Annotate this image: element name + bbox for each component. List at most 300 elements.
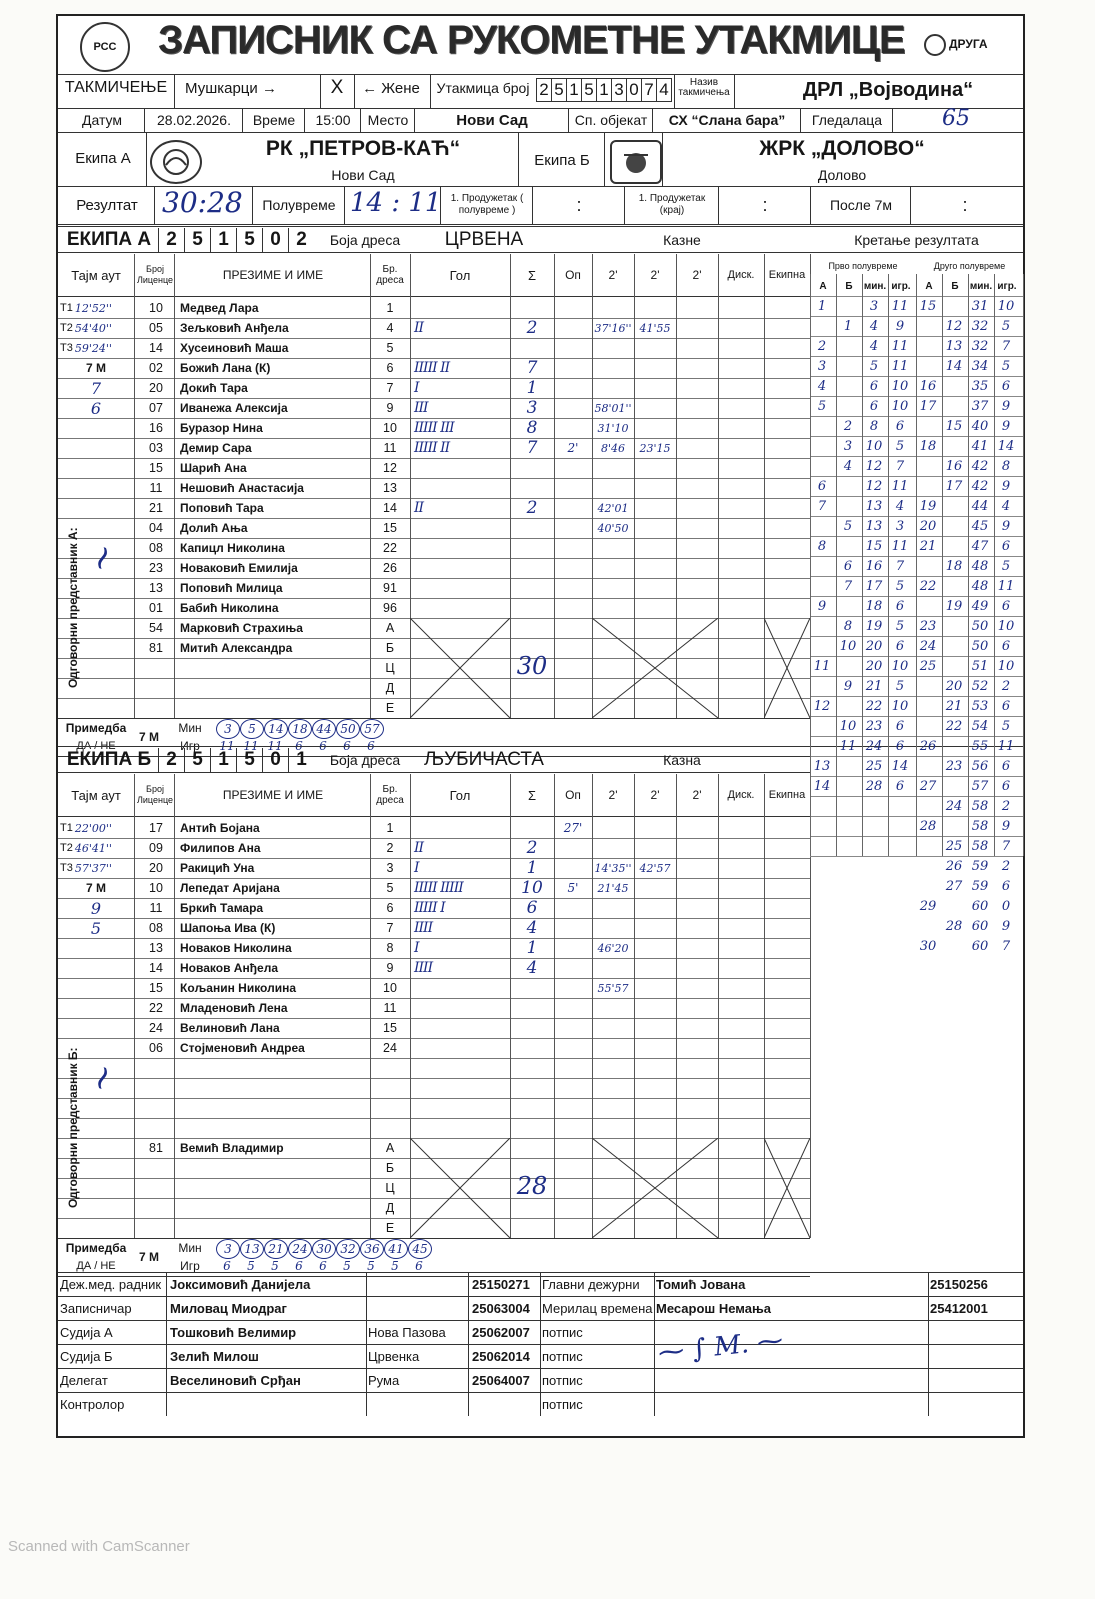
license-no: 11 bbox=[149, 481, 163, 495]
women-mark: X bbox=[330, 77, 344, 98]
halftime-score: 14 : 11 bbox=[350, 188, 442, 218]
license-no: 08 bbox=[149, 921, 163, 935]
player-row bbox=[58, 1038, 1023, 1058]
col-timeout: Тајм аут bbox=[71, 787, 121, 803]
jersey-no: Ц bbox=[385, 1181, 395, 1195]
timeout-row: T1 22'00'' bbox=[60, 821, 112, 835]
seven-m-minute: 36 bbox=[360, 1239, 384, 1259]
jersey-no: 2 bbox=[386, 841, 394, 855]
progress-cell: 12 bbox=[865, 458, 883, 474]
progress-cell: 60 bbox=[971, 938, 989, 954]
license-no bbox=[138, 658, 174, 678]
progress-cell: 30 bbox=[919, 938, 937, 954]
player-name: Иванежа Алексија bbox=[180, 401, 288, 415]
progress-cell: 59 bbox=[971, 858, 989, 874]
col-2min-1: 2' bbox=[608, 788, 618, 802]
jersey-no: Д bbox=[385, 681, 395, 695]
code-digit: 1 bbox=[210, 748, 236, 772]
seven-m-player: 6 bbox=[367, 739, 375, 753]
progress-cell: 9 bbox=[817, 598, 827, 614]
progress-cell: 21 bbox=[919, 538, 937, 554]
goal-tally: IIII bbox=[414, 920, 433, 936]
jersey-no: 22 bbox=[383, 541, 397, 555]
match-number-digit: 2 bbox=[536, 78, 552, 102]
progress-cell: 13 bbox=[813, 758, 831, 774]
goal-sum: 7 bbox=[526, 438, 538, 458]
license-no bbox=[138, 1058, 174, 1078]
progress-cell: 5 bbox=[895, 618, 905, 634]
license-no: 13 bbox=[149, 581, 163, 595]
license-no: 20 bbox=[149, 861, 163, 875]
goal-sum: 2 bbox=[526, 498, 538, 518]
suspension-1: 37'16'' bbox=[594, 321, 632, 335]
progress-cell: 14 bbox=[813, 778, 831, 794]
official-lic: 25063004 bbox=[472, 1300, 530, 1316]
progress-cell: 11 bbox=[891, 538, 909, 554]
progress-cell: 18 bbox=[945, 558, 963, 574]
seven-m-minute: 3 bbox=[216, 719, 240, 739]
official-name bbox=[170, 1392, 366, 1416]
official-role: Делегат bbox=[60, 1372, 108, 1388]
competition-name-label: Назив такмичења bbox=[678, 77, 730, 98]
seven-m-minute: 13 bbox=[240, 1239, 264, 1259]
goal-tally bbox=[414, 538, 508, 558]
progress-cell: 12 bbox=[813, 698, 831, 714]
license-no: 20 bbox=[149, 381, 163, 395]
progress-cell: 7 bbox=[843, 578, 853, 594]
player-row bbox=[58, 898, 1023, 918]
jersey-label: Боја дреса bbox=[329, 232, 401, 248]
jersey-no: 11 bbox=[383, 441, 397, 455]
warning-time bbox=[554, 918, 592, 938]
license-no: 14 bbox=[149, 341, 163, 355]
match-number-digit: 1 bbox=[566, 78, 582, 102]
progress-cell: 20 bbox=[865, 638, 883, 654]
timeout-time: 12'52'' bbox=[74, 301, 112, 315]
team-total: 30 bbox=[516, 652, 548, 680]
player-row bbox=[58, 1098, 1023, 1118]
player-name bbox=[180, 1218, 368, 1238]
jersey-no: 24 bbox=[383, 1041, 397, 1055]
player-name: Демир Сара bbox=[180, 441, 252, 455]
team-b-name: ЖРК „ДОЛОВО“ bbox=[759, 137, 925, 160]
player-name: Младеновић Лена bbox=[180, 1001, 288, 1015]
competition-label: ТАКМИЧЕЊЕ bbox=[64, 79, 168, 96]
time-label: Време bbox=[252, 112, 296, 128]
result-score: 30:28 bbox=[162, 186, 243, 219]
progress-cell: 24 bbox=[945, 798, 963, 814]
seven-m-player: 6 bbox=[343, 739, 351, 753]
col-jersey: Бр. дреса bbox=[376, 784, 404, 806]
suspension-1: 42'01 bbox=[597, 501, 629, 515]
official-lic2 bbox=[930, 1344, 1020, 1368]
suspension-1: 55'57 bbox=[597, 981, 629, 995]
jersey-no: 13 bbox=[383, 481, 397, 495]
goal-tally: IIIII I bbox=[414, 900, 445, 916]
license-no: 14 bbox=[149, 961, 163, 975]
progress-cell: 14 bbox=[945, 358, 963, 374]
license-no: 17 bbox=[149, 821, 163, 835]
license-no bbox=[138, 1118, 174, 1138]
suspension-1 bbox=[592, 338, 634, 358]
suspension-2 bbox=[634, 1098, 676, 1118]
suspension-2 bbox=[634, 518, 676, 538]
progress-cell: 13 bbox=[945, 338, 963, 354]
goal-tally bbox=[414, 338, 508, 358]
progress-cell: 11 bbox=[891, 358, 909, 374]
place-label: Место bbox=[367, 112, 409, 128]
progress-cell: 51 bbox=[971, 658, 989, 674]
player-name: Лепедат Аријана bbox=[180, 881, 280, 895]
igr-label: Игр bbox=[180, 1259, 200, 1273]
progress-cell: 7 bbox=[895, 558, 905, 574]
goal-tally bbox=[414, 598, 508, 618]
player-row bbox=[58, 1078, 1023, 1098]
progress-cell: 9 bbox=[1001, 518, 1011, 534]
license-no: 10 bbox=[149, 881, 163, 895]
official-name2 bbox=[656, 1368, 924, 1392]
jersey-no: 5 bbox=[386, 881, 394, 895]
player-name bbox=[180, 1078, 368, 1098]
progress-cell: 9 bbox=[1001, 818, 1011, 834]
seven-m-minute: 45 bbox=[408, 1239, 432, 1259]
progress-cell: 6 bbox=[895, 778, 905, 794]
progress-cell: 45 bbox=[971, 518, 989, 534]
jersey-no: 26 bbox=[383, 561, 397, 575]
goal-sum: 1 bbox=[526, 858, 538, 878]
warning-time bbox=[554, 478, 592, 498]
progress-cell: 48 bbox=[971, 558, 989, 574]
suspension-2: 42'57 bbox=[639, 861, 671, 875]
seven-m-player: 6 bbox=[415, 1259, 423, 1273]
seven-m-player: 5 bbox=[343, 1259, 351, 1273]
col-jersey: Бр. дреса bbox=[376, 264, 404, 286]
progress-cell: 11 bbox=[813, 658, 831, 674]
jersey-no: А bbox=[385, 621, 395, 635]
license-no: 05 bbox=[149, 321, 163, 335]
progress-cell: 6 bbox=[1001, 638, 1011, 654]
progress-cell: 32 bbox=[971, 318, 989, 334]
goal-sum: 8 bbox=[526, 418, 538, 438]
player-name: Митић Александра bbox=[180, 641, 293, 655]
warning-time bbox=[554, 298, 592, 318]
player-name bbox=[180, 1058, 368, 1078]
match-number-digit: 1 bbox=[596, 78, 612, 102]
progress-cell: 28 bbox=[865, 778, 883, 794]
license-no bbox=[138, 1198, 174, 1218]
suspension-1 bbox=[592, 378, 634, 398]
rss-logo: РСС bbox=[80, 22, 130, 72]
col-2min-3: 2' bbox=[692, 268, 702, 282]
player-name bbox=[180, 698, 368, 718]
progress-cell: 48 bbox=[971, 578, 989, 594]
seven-m-minute: 5 bbox=[240, 719, 264, 739]
suspension-2 bbox=[634, 1058, 676, 1078]
col-license: Број Лиценце bbox=[136, 264, 174, 285]
player-name: Антић Бојана bbox=[180, 821, 260, 835]
suspension-2 bbox=[634, 898, 676, 918]
player-name: Докић Тара bbox=[180, 381, 248, 395]
suspension-2 bbox=[634, 938, 676, 958]
progress-cell: 15 bbox=[919, 298, 937, 314]
goal-tally bbox=[414, 1058, 508, 1078]
suspension-2 bbox=[634, 538, 676, 558]
progress-cell: 23 bbox=[919, 618, 937, 634]
cross-out-mark bbox=[592, 618, 718, 718]
player-row bbox=[58, 1018, 1023, 1038]
progress-cell: 6 bbox=[895, 598, 905, 614]
warning-time bbox=[554, 418, 592, 438]
official-role: Контролор bbox=[60, 1396, 125, 1412]
progress-label: Кретање резултата bbox=[854, 232, 979, 248]
code-digit: 2 bbox=[288, 228, 314, 252]
seven-m-minute: 24 bbox=[288, 1239, 312, 1259]
progress-col-header: Б bbox=[845, 280, 853, 292]
progress-cell: 5 bbox=[843, 518, 853, 534]
referee-signatures: ⁓ ∫ M. ⁓ bbox=[656, 1325, 785, 1369]
official-role2: потпис bbox=[542, 1324, 583, 1340]
official-role: Записничар bbox=[60, 1300, 132, 1316]
player-name: Ракицић Уна bbox=[180, 861, 255, 875]
player-name bbox=[180, 1098, 368, 1118]
result-label: Резултат bbox=[76, 196, 138, 214]
progress-cell: 26 bbox=[919, 738, 937, 754]
col-goals: Гол bbox=[449, 787, 471, 803]
progress-cell: 8 bbox=[869, 418, 879, 434]
progress-cell: 9 bbox=[843, 678, 853, 694]
progress-cell: 17 bbox=[919, 398, 937, 414]
goal-tally bbox=[414, 978, 508, 998]
suspension-1 bbox=[592, 358, 634, 378]
progress-cell: 5 bbox=[869, 358, 879, 374]
jersey-no: 12 bbox=[383, 461, 397, 475]
license-no bbox=[138, 1098, 174, 1118]
progress-cell: 20 bbox=[919, 518, 937, 534]
suspension-1 bbox=[592, 1078, 634, 1098]
suspension-1 bbox=[592, 898, 634, 918]
warning-time bbox=[554, 538, 592, 558]
progress-cell: 6 bbox=[843, 558, 853, 574]
player-name: Медвед Лара bbox=[180, 301, 259, 315]
col-sum: Σ bbox=[527, 267, 537, 283]
timeout-row: T3 57'37'' bbox=[60, 861, 112, 875]
jersey-color: ЦРВЕНА bbox=[444, 229, 524, 250]
official-lic2 bbox=[930, 1368, 1020, 1392]
suspension-2 bbox=[634, 998, 676, 1018]
code-digit: 5 bbox=[184, 228, 210, 252]
ot1-end-label: 1. Продужетак (крај) bbox=[638, 193, 706, 216]
progress-cell: 49 bbox=[971, 598, 989, 614]
official-lic2 bbox=[930, 1320, 1020, 1344]
suspension-1: 21'45 bbox=[597, 881, 629, 895]
progress-cell: 6 bbox=[869, 398, 879, 414]
player-name bbox=[180, 1178, 368, 1198]
goal-tally bbox=[414, 818, 508, 838]
progress-cell: 2 bbox=[817, 338, 827, 354]
timeout-time: 54'40'' bbox=[74, 321, 112, 335]
seven-m-b: 6 bbox=[90, 398, 102, 418]
player-name: Капицл Николина bbox=[180, 541, 285, 555]
seven-m-a: 7 bbox=[90, 378, 102, 398]
goal-sum bbox=[510, 598, 554, 618]
official-name: Миловац Миодраг bbox=[170, 1300, 287, 1316]
warning-time bbox=[554, 558, 592, 578]
col-2min-3: 2' bbox=[692, 788, 702, 802]
warning-time bbox=[554, 578, 592, 598]
warning-time bbox=[554, 1078, 592, 1098]
score-progress bbox=[810, 280, 1023, 954]
jersey-no bbox=[370, 1078, 410, 1098]
progress-col-header: А bbox=[925, 280, 933, 292]
jersey-no: 10 bbox=[383, 981, 397, 995]
seven-m-player: 6 bbox=[295, 739, 303, 753]
goal-sum: 2 bbox=[526, 318, 538, 338]
warning-time bbox=[554, 1058, 592, 1078]
progress-cell: 9 bbox=[1001, 398, 1011, 414]
goal-sum: 7 bbox=[526, 358, 538, 378]
progress-cell: 41 bbox=[971, 438, 989, 454]
timeout-row: T2 54'40'' bbox=[60, 321, 112, 335]
col-2min-2: 2' bbox=[650, 788, 660, 802]
suspension-2 bbox=[634, 598, 676, 618]
license-no: 08 bbox=[149, 541, 163, 555]
suspension-1 bbox=[592, 298, 634, 318]
seven-m-minute: 18 bbox=[288, 719, 312, 739]
goal-sum: 1 bbox=[526, 938, 538, 958]
player-name: Новаков Анђела bbox=[180, 961, 278, 975]
progress-cell: 10 bbox=[839, 718, 857, 734]
code-digit: 1 bbox=[288, 748, 314, 772]
progress-cell: 47 bbox=[971, 538, 989, 554]
code-digit: 5 bbox=[236, 228, 262, 252]
progress-cell: 34 bbox=[971, 358, 989, 374]
progress-cell: 19 bbox=[945, 598, 963, 614]
goal-tally bbox=[414, 458, 508, 478]
warning-time: 27' bbox=[563, 821, 583, 835]
player-name: Божић Лана (К) bbox=[180, 361, 271, 375]
player-row bbox=[58, 998, 1023, 1018]
jersey-no: Ц bbox=[385, 661, 395, 675]
jersey-no: 8 bbox=[386, 941, 394, 955]
suspension-1 bbox=[592, 1018, 634, 1038]
player-name bbox=[180, 1118, 368, 1138]
suspension-1 bbox=[592, 1098, 634, 1118]
official-city bbox=[368, 1392, 472, 1416]
venue-value: СХ “Слана бара” bbox=[668, 112, 786, 128]
note-label: Примедба bbox=[65, 721, 127, 735]
suspension-2 bbox=[634, 978, 676, 998]
progress-cell: 50 bbox=[971, 618, 989, 634]
progress-cell: 54 bbox=[971, 718, 989, 734]
warning-time bbox=[554, 938, 592, 958]
goal-sum bbox=[510, 578, 554, 598]
official-lic: 25150271 bbox=[472, 1276, 530, 1292]
jersey-no bbox=[370, 1058, 410, 1078]
license-no: 11 bbox=[149, 901, 163, 915]
progress-cell: 2 bbox=[843, 418, 853, 434]
warning-time bbox=[554, 378, 592, 398]
progress-cell: 10 bbox=[891, 398, 909, 414]
progress-cell: 10 bbox=[891, 658, 909, 674]
player-row bbox=[58, 978, 1023, 998]
suspension-1 bbox=[592, 1118, 634, 1138]
jersey-no bbox=[370, 1118, 410, 1138]
goal-tally: II bbox=[414, 840, 424, 856]
suspension-1: 8'46 bbox=[600, 441, 626, 455]
progress-cell: 44 bbox=[971, 498, 989, 514]
goal-tally bbox=[414, 518, 508, 538]
suspension-2 bbox=[634, 838, 676, 858]
goal-sum bbox=[510, 338, 554, 358]
suspension-1: 40'50 bbox=[597, 521, 629, 535]
timeout-row: T3 59'24'' bbox=[60, 341, 112, 355]
warning-time bbox=[554, 958, 592, 978]
seven-m-player: 5 bbox=[367, 1259, 375, 1273]
player-row bbox=[58, 878, 1023, 898]
progress-cell: 17 bbox=[865, 578, 883, 594]
timeout-row: T1 12'52'' bbox=[60, 301, 112, 315]
jersey-no: 1 bbox=[386, 821, 394, 835]
code-digit: 2 bbox=[158, 748, 184, 772]
license-no bbox=[138, 678, 174, 698]
suspension-1 bbox=[592, 578, 634, 598]
progress-cell: 25 bbox=[919, 658, 937, 674]
progress-cell: 9 bbox=[1001, 918, 1011, 934]
jersey-no bbox=[370, 1098, 410, 1118]
progress-cell: 4 bbox=[843, 458, 853, 474]
license-no: 81 bbox=[149, 641, 163, 655]
warning-time bbox=[554, 858, 592, 878]
warning-time: 5' bbox=[567, 881, 579, 895]
team-a-label: Екипа А bbox=[75, 149, 131, 167]
player-name: Поповић Милица bbox=[180, 581, 283, 595]
progress-cell: 27 bbox=[945, 878, 963, 894]
progress-cell: 8 bbox=[817, 538, 827, 554]
jersey-no: 10 bbox=[383, 421, 397, 435]
suspension-2 bbox=[634, 1118, 676, 1138]
team-a-name: РК „ПЕТРОВ-КАЋ“ bbox=[265, 137, 461, 160]
progress-cell: 8 bbox=[1001, 458, 1011, 474]
men-label: Мушкарци → bbox=[185, 79, 277, 97]
seven-m-minute: 50 bbox=[336, 719, 360, 739]
cross-out-mark bbox=[764, 1138, 810, 1238]
progress-cell: 19 bbox=[919, 498, 937, 514]
goal-sum bbox=[510, 998, 554, 1018]
progress-cell: 3 bbox=[817, 358, 827, 374]
progress-cell: 55 bbox=[971, 738, 989, 754]
player-name: Вемић Владимир bbox=[180, 1141, 284, 1155]
progress-col-header: игр. bbox=[997, 280, 1017, 292]
goal-sum bbox=[510, 1078, 554, 1098]
team_b-label: ЕКИПА Б bbox=[66, 749, 152, 770]
col-2min-2: 2' bbox=[650, 268, 660, 282]
suspension-2: 41'55 bbox=[639, 321, 671, 335]
progress-cell: 24 bbox=[865, 738, 883, 754]
progress-cell: 60 bbox=[971, 918, 989, 934]
note-yes-no: ДА / НЕ bbox=[76, 740, 116, 752]
official-name2: Месарош Немања bbox=[656, 1300, 771, 1316]
suspension-1: 58'01'' bbox=[594, 401, 632, 415]
progress-cell: 13 bbox=[865, 518, 883, 534]
suspension-1: 46'20 bbox=[597, 941, 629, 955]
date-label: Датум bbox=[82, 112, 122, 128]
seven-m-minute: 21 bbox=[264, 1239, 288, 1259]
goal-sum bbox=[510, 818, 554, 838]
player-name: Марковић Страхиња bbox=[180, 621, 303, 635]
col-license: Број Лиценце bbox=[136, 784, 174, 805]
progress-cell: 2 bbox=[1001, 798, 1011, 814]
warning-time bbox=[554, 1018, 592, 1038]
